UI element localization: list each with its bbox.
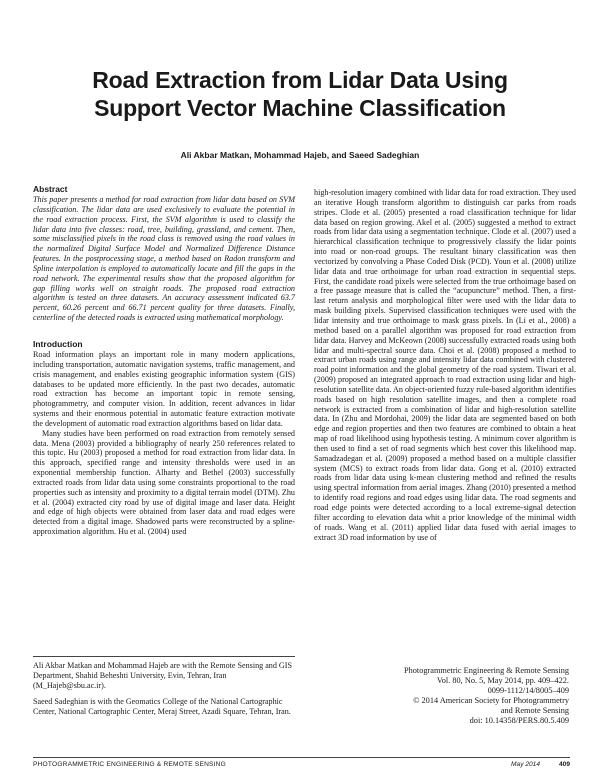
title-line-2: Support Vector Machine Classification [94,95,506,121]
affiliations [33,661,295,723]
pub-doi: doi: 10.14358/PERS.80.5.409 [469,715,569,725]
introduction-heading: Introduction [33,338,83,349]
footer-journal: PHOTOGRAMMETRIC ENGINEERING & REMOTE SENSING [33,761,226,768]
publication-info [314,666,569,725]
abstract-text: This paper presents a method for road extraction from lidar data based on SVM classification. The lidar data are used exclusively to evaluate the potential in the road extraction process. First, the SVM algorithm is used to classify the lidar data into five classes: road, tree, building, grassland, and cement. Then, some misclassified pixels in the road class is removed using the road values in the normalized Digital Surface Model and Normalized Difference Distance features. In the postprocessing stage, a method based on Radon transform and Spline interpolation is employed to automatically locate and fill the gaps in the road network. The experimental results show that the proposed algorithm for gap filling works well on straight roads. The proposed road extraction algorithm is tested on three datasets. An accuracy assessment indicated 63.7 percent, 60.26 percent and 66.71 percent quality for three datasets. Finally, centerline of the detected roads is extracted using mathematical morphology. [33,195,295,323]
right-column-text: high-resolution imagery combined with lidar data for road extraction. They used an iterative Hough transform algorithm to distinguish car parks from roads stripes. Clode et al. (2005) presented a road classification technique for lidar data based on region growing. Akel et al. (2005) suggested a method to extract roads from lidar data using a segmentation technique. Clode et al. (2007) used a hierarchical classification technique to progressively classify the lidar points into road or non-road groups. The resultant binary classification was then vectorized by convolving a Phase Coded Disk (PCD). Youn et al. (2008) utilize lidar data and true orthoimage for urban road extraction in sequential steps. First, the candidate road pixels were selected from the true orthoimage based on a free passage measure that is called the “acupuncture” method. Then, a first-last return analysis and morphological filter were used with the lidar data to mask building pixels. Supervised classification techniques were used with the lidar intensity and true orthoimage to mask grass pixels. In (Li et al., 2008) a method based on a parallel algorithm was proposed for road extraction from lidar data. Harvey and McKeown (2008) successfully extracted roads using both lidar and multi-spectral source data. Choi et al. (2008) proposed a method to extract urban roads using range and intensity lidar data combined with clustered road point information and the global geometry of the road system. Tiwari et al. (2009) proposed an integrated approach to road extraction using lidar and high-resolution satellite data. An object-oriented fuzzy rule-based algorithm identifies roads based on high resolution satellite images, and then a complete road network is extracted from a combination of lidar and high-resolution satellite data. In (Zhu and Mordohai, 2009) the lidar data are segmented based on both edge and region properties and then two features are combined to obtain a heat map of road likelihood using hypothesis testing. A minimum cover algorithm is then used to find a set of road segments which best cover this likelihood map. Samadzadegan et al. (2009) proposed a method based on a multiple classifier system (MCS) to extract roads from lidar data. Gong et al. (2010) extracted roads from lidar data using k-mean clustering method and refined the results using spectral information from aerial images. Zhang (2010) presented a method to identify road regions and road edges using lidar data. The road segments and road edge points were detected according to a local extreme-signal detection filter according to elevation data whit a prior knowledge of the minimal width of roads. Wang et al. (2011) applied lidar data fused with aerial images to extract 3D road information by use of [314,188,576,542]
footer-date: May 2014 [511,761,540,768]
page-number: 409 [558,761,570,768]
pub-journal: Photogrammetric Engineering & Remote Sensing [404,666,569,675]
pub-copyright: © 2014 American Society for Photogrammetry [413,695,569,705]
left-column [33,184,295,537]
pub-copyright-2: and Remote Sensing [500,705,569,715]
abstract-heading: Abstract [33,184,68,194]
affiliation-2: Saeed Sadeghian is with the Geomatics College of the National Cartographic Center, National Cartographic Center, Meraj Street, Azadi Square, Tehran, Iran. [33,696,291,716]
pub-volume: Vol. 80, No. 5, May 2014, pp. 409–422. [436,675,569,685]
pub-issn: 0099-1112/14/8005–409 [487,685,569,695]
intro-paragraph-2: Many studies have been performed on road extraction from remotely sensed data. Mena (2003) provided a bibliography of nearly 250 references related to this topic. Hu (2003) proposed a method for road extraction from lidar data. In this approach, specified range and intensity thresholds were used in an exponential membership function. Alharty and Bethel (2003) successfully extracted roads from lidar data using some constraints proportional to the road properties such as intensity and proximity to a digital terrain model (DTM). Zhu et al. (2004) extracted city road by use of digital image and laser data. Height and edge of high objects were obtained from laser data and road edges were detected from a digital image. Shadowed parts were reconstructed by a spline-approximation algorithm. Hu et al. (2004) used [33,428,295,537]
intro-paragraph-1: Road information plays an important role in many modern applications, including transportation, automatic navigation systems, traffic management, and crisis management, and enables existing geographic information system (GIS) databases to be updated more efficiently. In the past two decades, automatic road extraction has become an important topic in remote sensing, photogrammetry, and computer vision. In addition, recent advances in lidar systems and their enormous potential in automatic feature extraction motivate the development of automatic road extraction algorithms based on lidar data. [33,349,295,428]
footer-rule [33,757,570,758]
right-column [314,188,576,542]
author-list: Ali Akbar Matkan, Mohammad Hajeb, and Saeed Sadeghian [180,150,420,160]
title-line-1: Road Extraction from Lidar Data Using [92,67,508,93]
affiliation-1: Ali Akbar Matkan and Mohammad Hajeb are with the Remote Sensing and GIS Department, Shahid Beheshti University, Evin, Tehran, Iran (M_Hajeb@sbu.ac.ir). [33,661,292,690]
affiliation-rule [33,656,295,657]
paper-title [0,66,600,122]
